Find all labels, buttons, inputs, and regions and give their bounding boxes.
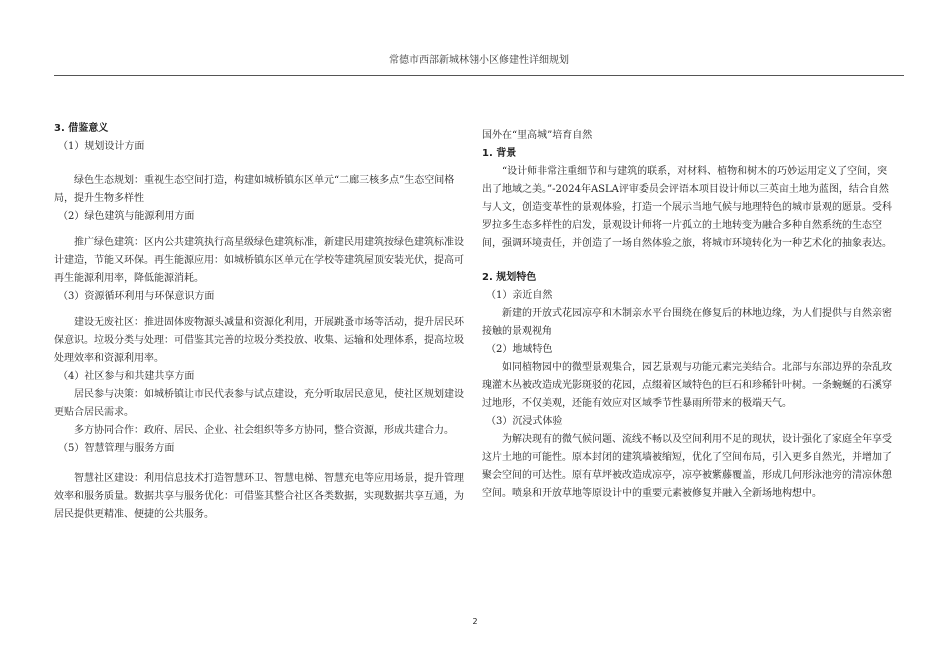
paragraph-green-building: 推广绿色建筑：区内公共建筑执行高星级绿色建筑标准，新建民用建筑按绿色建筑标准设计建造，节能又环保。再生能源应用：如城桥镇东区单元在学校等建筑屋顶安装光伏，提高可再生能源利用率，降低能源消耗。 (54, 237, 464, 284)
paragraph-eco-planning: 绿色生态规划：重视生态空间打造，构建如城桥镇东区单元“二廊三核多点”生态空间格局，提升生物多样性 (54, 175, 455, 204)
subsection-title-community: （4）社区参与和共建共享方面 (58, 371, 195, 382)
section-title-background: 1. 背景 (482, 148, 517, 159)
right-column (482, 127, 897, 503)
case-intro: 国外在“里高城”培育自然 (482, 130, 593, 141)
subsection-title-nature: （1）亲近自然 (486, 290, 553, 301)
left-column (54, 120, 466, 524)
subsection-title-smart: （5）智慧管理与服务方面 (58, 443, 175, 454)
paragraph-recycling: 建设无废社区：推进固体废物源头减量和资源化利用，开展跳蚤市场等活动，提升居民环保意识。垃圾分类与处理：可借鉴其完善的垃圾分类投放、收集、运输和处理体系，提高垃圾处理效率和资源利用率。 (54, 317, 464, 364)
section-title-features: 2. 规划特色 (482, 272, 537, 283)
paragraph-regional: 如同植物园中的微型景观集合，园艺景观与功能元素完美结合。北部与东部边界的杂乱玫瑰灌木丛被改造成光影斑驳的花园，点缀着区域特色的巨石和珍稀针叶树。一条蜿蜒的石溪穿过地形，不仅美观，还能有效应对区域季节性暴雨所带来的极端天气。 (482, 362, 892, 409)
paragraph-smart-community: 智慧社区建设：利用信息技术打造智慧环卫、智慧电梯、智慧充电等应用场景，提升管理效率和服务质量。数据共享与服务优化：可借鉴其整合社区各类数据，实现数据共享互通，为居民提供更精准、便捷的公共服务。 (54, 473, 464, 520)
paragraph-resident-participation: 居民参与决策：如城桥镇让市民代表参与试点建设，充分听取居民意见，使社区规划建设更贴合居民需求。 (54, 389, 464, 418)
subsection-title-planning: （1）规划设计方面 (58, 141, 145, 152)
subsection-title-green-building: （2）绿色建筑与能源利用方面 (58, 211, 195, 222)
paragraph-background: “设计师非常注重细节和与建筑的联系，对材料、植物和树木的巧妙运用定义了空间，突出了地域之美。”-2024年ASLA评审委员会评语本项目设计师以三英亩土地为蓝图，结合自然与人文，创造变革性的景观体验，打造一个展示当地气候与地理特色的城市景观的愿景。受科罗拉多生态多样性的启发，景观设计师将一片孤立的土地转变为融合多种自然系统的生态空间，强调环境责任，并创造了一场自然体验之旅，将城市环境转化为一种艺术化的抽象表达。 (482, 166, 892, 249)
subsection-title-regional: （2）地域特色 (486, 344, 553, 355)
page-number: 2 (472, 617, 478, 626)
paragraph-collaboration: 多方协同合作：政府、居民、企业、社会组织等多方协同，整合资源，形成共建合力。 (74, 425, 454, 436)
paragraph-nature: 新建的开放式花园凉亭和木制亲水平台围绕在修复后的林地边缘，为人们提供与自然亲密接触的景观视角 (482, 308, 892, 337)
subsection-title-immersive: （3）沉浸式体验 (486, 416, 563, 427)
page-header (54, 54, 904, 76)
subsection-title-recycling: （3）资源循环利用与环保意识方面 (58, 291, 215, 302)
paragraph-immersive: 为解决现有的微气候问题、流线不畅以及空间利用不足的现状，设计强化了家庭全年享受这片土地的可能性。原本封闭的建筑墙被缩短，优化了空间布局，引入更多自然光，并增加了聚会空间的可达性。原有草坪被改造成凉亭，凉亭被紫藤覆盖，形成几何形泳池旁的清凉休憩空间。喷泉和开放草地等原设计中的重要元素被修复并融入全新场地构想中。 (482, 434, 892, 499)
section-title-reference: 3. 借鉴意义 (54, 123, 109, 134)
document-title: 常德市西部新城林翎小区修建性详细规划 (389, 55, 569, 66)
